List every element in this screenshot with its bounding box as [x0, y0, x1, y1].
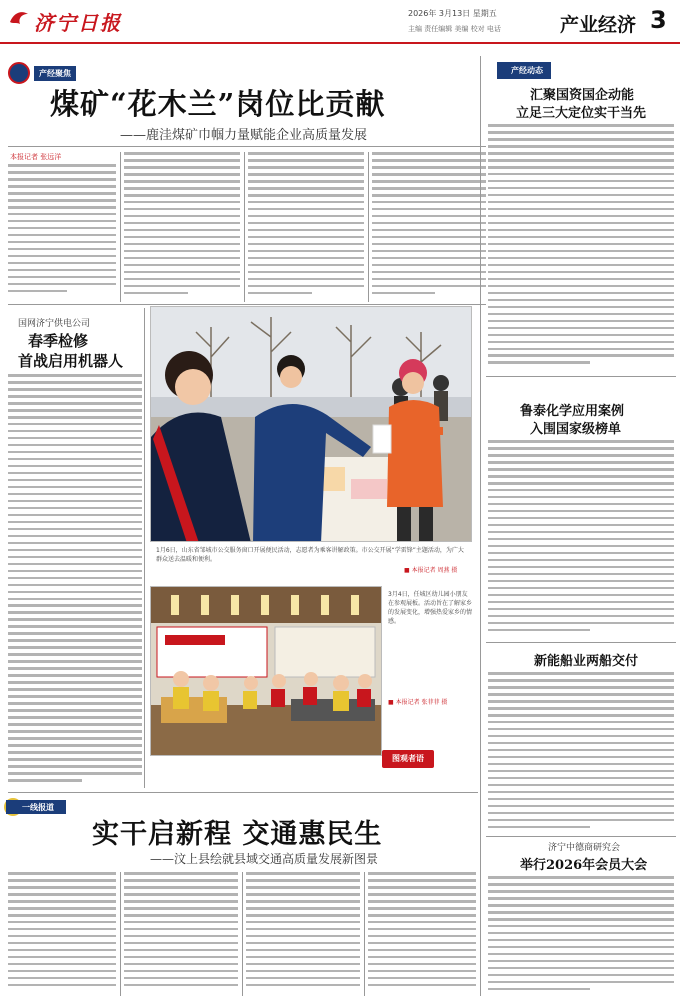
divider	[486, 836, 676, 837]
kicker-badge-icon	[8, 62, 30, 84]
bottom-story-body-col4	[368, 872, 476, 996]
column-rule	[244, 152, 245, 302]
bottom-story-body-col2	[124, 872, 238, 996]
column-rule	[242, 872, 243, 996]
column-rule	[144, 308, 145, 788]
text-lines	[372, 152, 486, 294]
text-lines	[488, 672, 674, 828]
text-lines	[248, 152, 364, 294]
text-lines	[8, 164, 116, 292]
text-lines	[246, 872, 360, 986]
side-story1-headline-1: 汇聚国资国企动能	[530, 88, 635, 103]
main-story-body-col4	[372, 152, 486, 302]
text-lines	[124, 872, 238, 986]
side-story1-headline-2: 立足三大定位实干当先	[516, 106, 647, 121]
second-photo-caption: 3月4日，任城区幼儿园小朋友在参观展板。活动旨在了解家乡的发展变化，增强热爱家乡的情感。	[388, 591, 473, 625]
main-subhead: ——鹿洼煤矿巾帼力量赋能企业高质量发展	[120, 128, 368, 143]
photo-volunteers-illustration	[151, 307, 472, 542]
robot-story-org: 国网济宁供电公司	[18, 319, 91, 329]
divider	[486, 642, 676, 643]
second-photo	[150, 586, 382, 756]
text-lines	[124, 152, 240, 294]
kicker-chanjing-jujiao: 产经聚焦	[34, 66, 76, 81]
photo-children-exhibit-illustration	[151, 587, 382, 756]
text-lines	[8, 374, 142, 782]
text-lines	[488, 124, 674, 364]
editor-line: 主编 责任编辑 美编 校对 电话	[408, 25, 501, 33]
bottom-story-body-col3	[246, 872, 360, 996]
divider	[8, 146, 486, 147]
main-byline: 本报记者 张远洋	[10, 153, 62, 161]
side-story4-headline: 举行2026年会员大会	[520, 858, 648, 873]
main-photo-credit: ■ 本报记者 周燕 摄	[404, 567, 458, 574]
newspaper-logo-icon	[8, 8, 30, 30]
bottom-subhead: ——汶上县绘就县域交通高质量发展新图景	[150, 852, 379, 866]
issue-date: 2026年 3月13日 星期五	[408, 9, 497, 18]
robot-story-headline-1: 春季检修	[28, 332, 89, 350]
side-story2-body	[488, 440, 674, 640]
side-story3-headline: 新能船业两船交付	[534, 654, 639, 669]
side-story2-headline-2: 入围国家级榜单	[530, 422, 622, 437]
main-story-body-col1	[8, 164, 116, 302]
text-lines	[8, 872, 116, 986]
side-story1-body	[488, 124, 674, 372]
text-lines	[488, 876, 674, 990]
divider	[8, 792, 478, 793]
text-lines	[488, 440, 674, 631]
column-rule	[120, 872, 121, 996]
main-story-body-col3	[248, 152, 364, 302]
main-photo	[150, 306, 472, 542]
photo-column-badge: 图观者语	[382, 750, 434, 768]
bottom-story-body-col1	[8, 872, 116, 996]
side-story4-body	[488, 876, 674, 994]
side-section-tag: 产经动态	[497, 62, 551, 79]
robot-story-body	[8, 374, 142, 790]
bottom-headline: 实干启新程 交通惠民生	[92, 819, 383, 850]
column-rule	[480, 56, 481, 996]
masthead	[0, 0, 680, 44]
divider	[486, 376, 676, 377]
second-photo-credit: ■ 本报记者 张菲菲 摄	[388, 699, 448, 706]
side-story2-headline-1: 鲁泰化学应用案例	[520, 404, 625, 419]
main-photo-caption: 1月6日，山东省邹城市公交服务窗口开展便民活动，志愿者为乘客讲解政策。市公交开展“学雷锋”主题活动，为广大群众送去温暖和便利。	[156, 547, 464, 563]
divider	[8, 304, 486, 305]
section-title: 产业经济	[560, 14, 637, 36]
column-rule	[368, 152, 369, 302]
robot-story-headline-2: 首战启用机器人	[18, 352, 124, 370]
main-headline: 煤矿“花木兰”岗位比贡献	[50, 87, 386, 121]
column-rule	[364, 872, 365, 996]
paper-name: 济宁日报	[34, 11, 122, 35]
kicker-yixian-baodao: 一线报道	[6, 800, 66, 814]
side-story3-body	[488, 672, 674, 834]
page-number: 3	[650, 6, 667, 34]
column-rule	[120, 152, 121, 302]
side-story4-org: 济宁中德商研究会	[548, 843, 621, 853]
text-lines	[368, 872, 476, 986]
main-story-body-col2	[124, 152, 240, 302]
